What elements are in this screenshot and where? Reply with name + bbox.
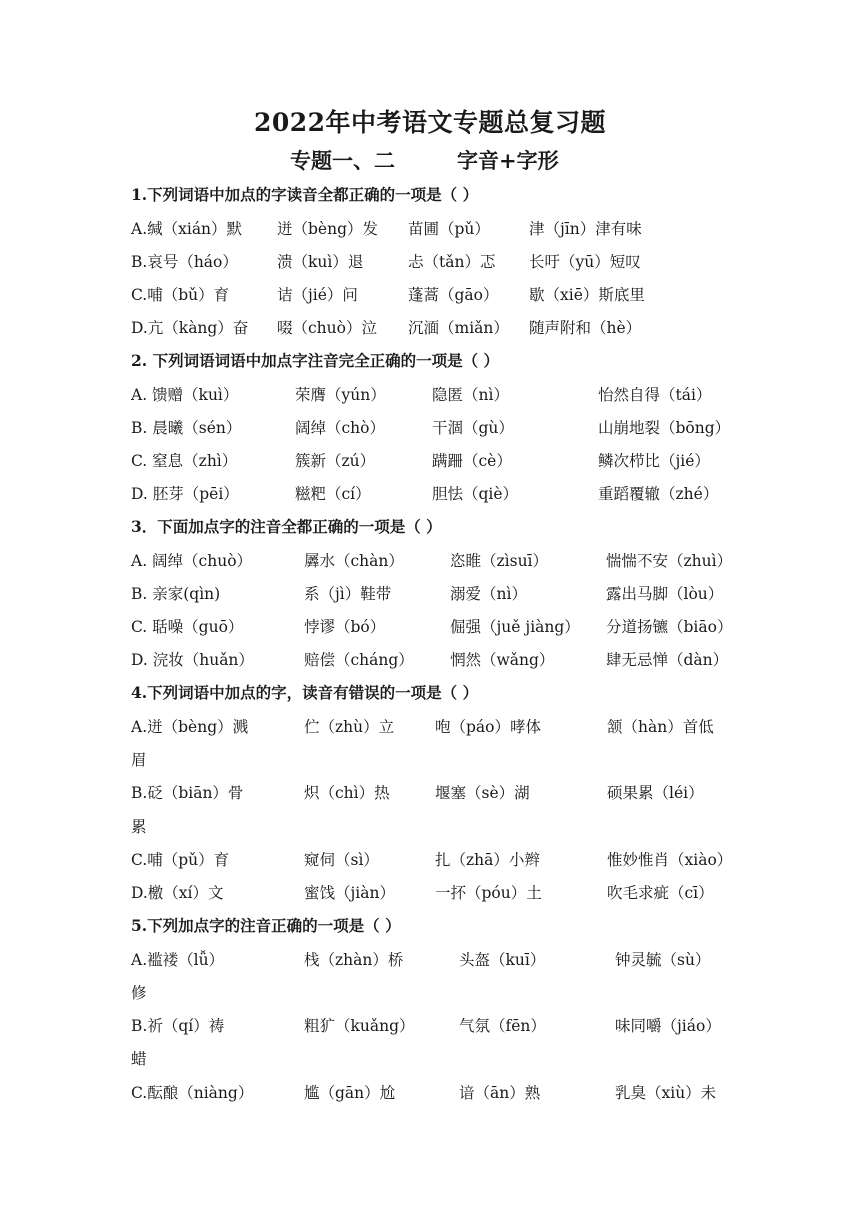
option-term: 谙（ān）熟 — [459, 1084, 541, 1102]
option-row — [131, 416, 751, 440]
option-term: 隐匿（nì） — [432, 386, 509, 404]
option-label-term: B.哀号（háo） — [131, 253, 238, 271]
option-term: 头盔（kuī） — [459, 951, 546, 969]
option-row — [131, 648, 751, 672]
option-term: 胆怯（qiè） — [432, 485, 519, 503]
option-term: 系（jì）鞋带 — [304, 585, 392, 603]
option-row — [131, 1014, 751, 1038]
question-stem: 4.下列词语中加点的字，读音有错误的一项是（ ） — [131, 683, 479, 702]
option-label-term: C.哺（bǔ）育 — [131, 286, 230, 304]
option-term: 蓬蒿（gāo） — [408, 286, 499, 304]
option-row — [131, 881, 751, 905]
option-term: 扎（zhā）小辫 — [435, 851, 540, 869]
option-term: 栈（zhàn）桥 — [304, 951, 404, 969]
option-term: 羼水（chàn） — [304, 552, 404, 570]
option-term: 沉湎（miǎn） — [408, 319, 509, 337]
option-label-term: C.哺（pǔ）育 — [131, 851, 230, 869]
option-row — [131, 582, 751, 606]
option-term: 窥伺（sì） — [304, 851, 379, 869]
option-term: 炽（chì）热 — [304, 784, 390, 802]
option-wrap-text: 修 — [131, 984, 147, 1002]
document-title: 2022年中考语文专题总复习题 — [253, 108, 607, 137]
subtitle-focus: 字音+字形 — [457, 148, 559, 173]
option-label-term: A.迸（bèng）溅 — [131, 718, 249, 736]
option-term: 咆（páo）哮体 — [435, 718, 541, 736]
option-row — [131, 482, 751, 506]
question-stem: 3．下面加点字的注音全都正确的一项是（ ） — [131, 517, 442, 536]
option-label-term: B. 晨曦（sén） — [131, 419, 242, 437]
option-label-term: D. 胚芽（pēi） — [131, 485, 239, 503]
option-term: 重蹈覆辙（zhé） — [598, 485, 719, 503]
option-term: 簇新（zú） — [295, 452, 376, 470]
option-label-term: B. 亲家(qìn) — [131, 585, 221, 603]
option-term: 忐（tǎn）忑 — [408, 253, 496, 271]
option-term: 随声附和（hè） — [529, 319, 642, 337]
subtitle-topic: 专题一、二 — [290, 148, 395, 173]
option-label-term: B.砭（biān）骨 — [131, 784, 244, 802]
option-row — [131, 948, 751, 972]
option-term: 露出马脚（lòu） — [606, 585, 724, 603]
option-term: 粗犷（kuǎng） — [304, 1017, 415, 1035]
option-term: 味同嚼（jiáo） — [615, 1017, 721, 1035]
option-term: 恣睢（zìsuī） — [450, 552, 549, 570]
option-term: 伫（zhù）立 — [304, 718, 395, 736]
option-term: 肆无忌惮（dàn） — [606, 651, 729, 669]
option-term: 鳞次栉比（jié） — [598, 452, 710, 470]
option-label-term: B.祈（qí）祷 — [131, 1017, 225, 1035]
option-term: 溺爱（nì） — [450, 585, 527, 603]
option-label-term: C. 窒息（zhì） — [131, 452, 238, 470]
option-row — [131, 615, 751, 639]
option-row — [131, 383, 751, 407]
option-term: 溃（kuì）退 — [277, 253, 364, 271]
option-term: 荣膺（yún） — [295, 386, 386, 404]
option-label-term: A.褴褛（lǚ） — [131, 951, 225, 969]
option-term: 津（jīn）津有味 — [529, 220, 642, 238]
option-row — [131, 250, 751, 274]
option-term: 分道扬镳（biāo） — [606, 618, 733, 636]
option-label-term: C.酝酿（niàng） — [131, 1084, 254, 1102]
document-subtitle — [290, 145, 559, 175]
option-term: 吹毛求疵（cī） — [607, 884, 714, 902]
option-term: 苗圃（pǔ） — [408, 220, 490, 238]
option-term: 颔（hàn）首低 — [607, 718, 714, 736]
question-stem: 2. 下列词语词语中加点字注音完全正确的一项是（ ） — [131, 351, 499, 370]
question-stem: 5.下列加点字的注音正确的一项是（ ） — [131, 916, 401, 935]
option-term: 啜（chuò）泣 — [277, 319, 377, 337]
option-term: 硕果累（léi） — [607, 784, 704, 802]
option-row — [131, 217, 751, 241]
option-label-term: A.缄（xián）默 — [131, 220, 243, 238]
option-row — [131, 1081, 751, 1105]
option-label-term: D.檄（xí）文 — [131, 884, 224, 902]
option-term: 蜜饯（jiàn） — [304, 884, 395, 902]
option-term: 钟灵毓（sù） — [615, 951, 711, 969]
option-term: 糍粑（cí） — [295, 485, 371, 503]
option-term: 迸（bèng）发 — [277, 220, 379, 238]
option-row — [131, 848, 751, 872]
option-term: 蹒跚（cè） — [432, 452, 512, 470]
option-term: 尴（gān）尬 — [304, 1084, 396, 1102]
option-term: 诘（jié）问 — [277, 286, 358, 304]
option-term: 惘然（wǎng） — [450, 651, 555, 669]
option-term: 山崩地裂（bōng） — [598, 419, 731, 437]
option-label-term: A. 馈赠（kuì） — [131, 386, 239, 404]
option-row — [131, 781, 751, 805]
option-row — [131, 283, 751, 307]
option-term: 一抔（póu）土 — [435, 884, 542, 902]
option-row — [131, 449, 751, 473]
option-wrap-text: 眉 — [131, 751, 147, 769]
option-term: 气氛（fēn） — [459, 1017, 546, 1035]
option-wrap-text: 蜡 — [131, 1050, 147, 1068]
option-term: 惟妙惟肖（xiào） — [607, 851, 733, 869]
option-term: 赔偿（cháng） — [304, 651, 414, 669]
option-wrap-text: 累 — [131, 818, 147, 836]
option-term: 阔绰（chò） — [295, 419, 385, 437]
option-term: 乳臭（xiù）未 — [615, 1084, 717, 1102]
option-term: 怡然自得（tái） — [598, 386, 712, 404]
option-term: 干涸（gù） — [432, 419, 514, 437]
option-label-term: C. 聒噪（guō） — [131, 618, 244, 636]
option-row — [131, 715, 751, 739]
option-term: 歇（xiē）斯底里 — [529, 286, 645, 304]
option-row — [131, 316, 751, 340]
option-label-term: D. 浣妆（huǎn） — [131, 651, 254, 669]
option-term: 堰塞（sè）湖 — [435, 784, 530, 802]
option-label-term: D.亢（kàng）奋 — [131, 319, 249, 337]
option-label-term: A. 阔绰（chuò） — [131, 552, 253, 570]
question-stem: 1.下列词语中加点的字读音全都正确的一项是（ ） — [131, 185, 479, 204]
option-row — [131, 549, 751, 573]
option-term: 悖谬（bó） — [304, 618, 386, 636]
option-term: 长吁（yū）短叹 — [529, 253, 641, 271]
option-term: 倔强（juě jiàng） — [450, 618, 580, 636]
option-term: 惴惴不安（zhuì） — [606, 552, 733, 570]
